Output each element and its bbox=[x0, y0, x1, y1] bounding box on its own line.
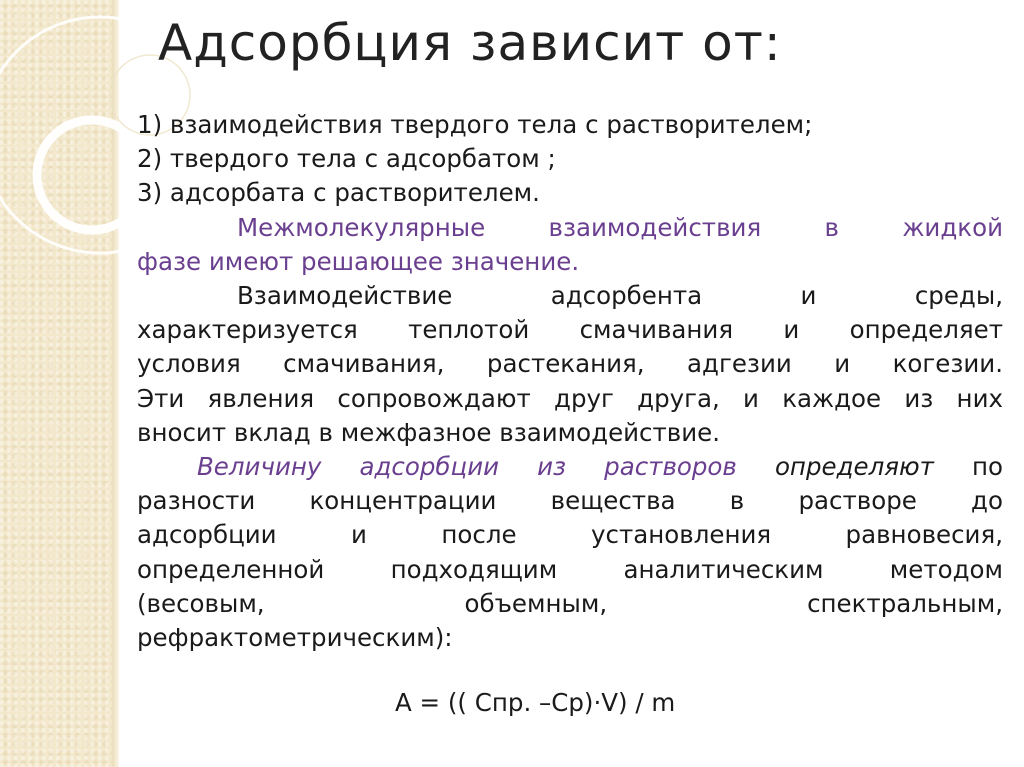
slide-title: Адсорбция зависит от: bbox=[158, 14, 782, 72]
emphasis-text: определяют bbox=[774, 452, 934, 482]
list-item: 1) взаимодействия твердого тела с растворителем; bbox=[137, 110, 813, 139]
paragraph-line: условия смачивания, растекания, адгезии и когезии. bbox=[137, 349, 1003, 379]
paragraph-line: Межмолекулярные взаимодействия в жидкой bbox=[237, 212, 1003, 242]
paragraph-line: фазе имеют решающее значение. bbox=[137, 246, 580, 276]
paragraph-line: разности концентрации вещества в растворе до bbox=[137, 486, 1003, 516]
paragraph-line: вносит вклад в межфазное взаимодействие. bbox=[137, 417, 721, 447]
paragraph-line: Взаимодействие адсорбента и среды, bbox=[237, 281, 1003, 311]
paragraph-line bbox=[137, 450, 1003, 484]
paragraph-line: Эти явления сопровождают друг друга, и каждое из них bbox=[137, 383, 1003, 413]
paragraph-line: (весовым, объемным, спектральным, bbox=[137, 588, 1003, 618]
decorative-side-band bbox=[0, 0, 112, 767]
list-item: 3) адсорбата с растворителем. bbox=[137, 178, 540, 208]
formula: А = (( Спр. –Ср)·V) / m bbox=[395, 688, 676, 717]
list-item: 2) твердого тела с адсорбатом ; bbox=[137, 144, 556, 174]
paragraph-line: характеризуется теплотой смачивания и определяет bbox=[137, 315, 1003, 345]
emphasis-text: Величину адсорбции из растворов bbox=[197, 452, 737, 482]
paragraph-line: адсорбции и после установления равновесия, bbox=[137, 520, 1003, 550]
paragraph-line: рефрактометрическим): bbox=[137, 623, 453, 653]
paragraph-text: по bbox=[971, 452, 1003, 482]
paragraph-line: определенной подходящим аналитическим методом bbox=[137, 554, 1003, 584]
slide-body bbox=[137, 108, 1003, 655]
decorative-side-edge bbox=[112, 0, 119, 767]
